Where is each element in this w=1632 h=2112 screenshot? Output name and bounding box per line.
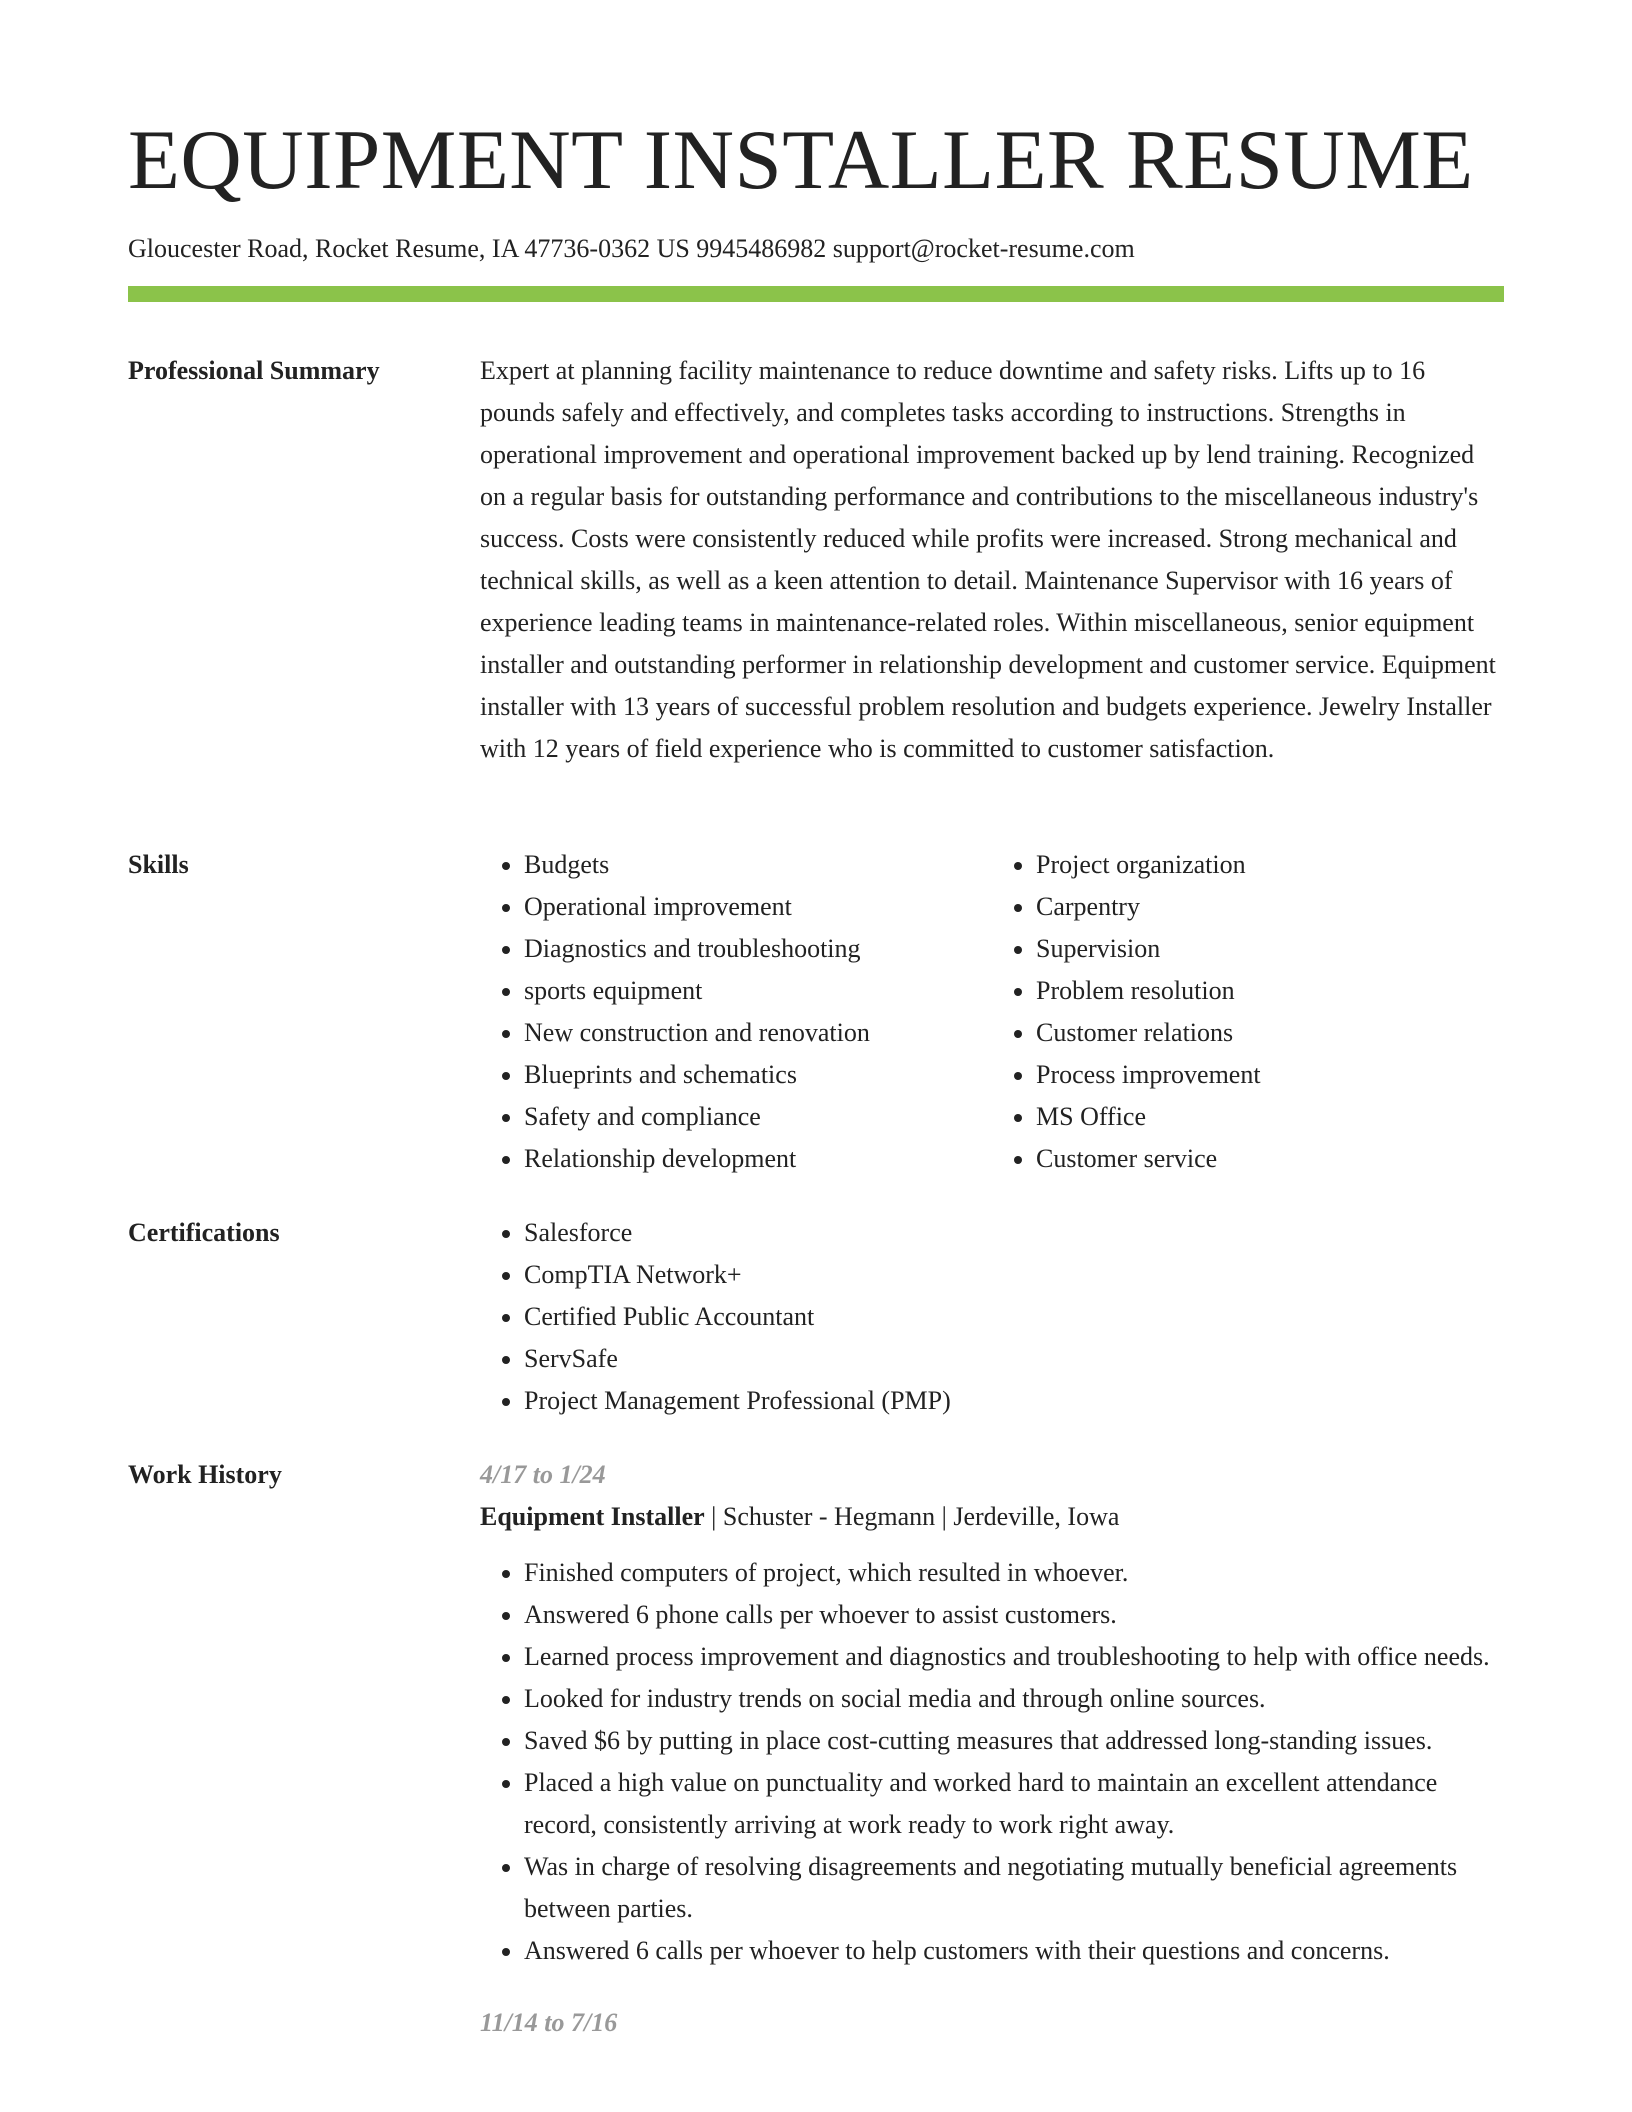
certification-item: • CompTIA Network+: [524, 1254, 1504, 1296]
accent-divider: [128, 286, 1504, 302]
job-duty-item: • Learned process improvement and diagnostics and troubleshooting to help with office needs.: [524, 1636, 1504, 1678]
skill-item: • Budgets: [524, 844, 992, 886]
skill-item: • Safety and compliance: [524, 1096, 992, 1138]
work-history-body: [480, 1454, 1504, 2044]
job-duty-item: • Finished computers of project, which resulted in whoever.: [524, 1552, 1504, 1594]
job-heading: [480, 1496, 1504, 1538]
skills-list-left: [480, 844, 992, 1180]
skill-item: • sports equipment: [524, 970, 992, 1012]
skills-heading: Skills: [128, 850, 189, 879]
job-duty-item: • Answered 6 phone calls per whoever to assist customers.: [524, 1594, 1504, 1636]
job-duty-item: • Saved $6 by putting in place cost-cutting measures that addressed long-standing issues.: [524, 1720, 1504, 1762]
work-history-heading: Work History: [128, 1460, 282, 1489]
job-dates: 4/17 to 1/24: [480, 1460, 606, 1489]
job-duty-item: • Answered 6 calls per whoever to help customers with their questions and concerns.: [524, 1930, 1504, 1972]
job-employer-location: | Schuster - Hegmann | Jerdeville, Iowa: [704, 1502, 1120, 1531]
skill-item: • Carpentry: [1036, 886, 1504, 928]
skill-item: • Process improvement: [1036, 1054, 1504, 1096]
job-duties-list: [480, 1552, 1504, 1972]
certifications-body: [480, 1212, 1504, 1422]
skill-item: • Project organization: [1036, 844, 1504, 886]
job-title: Equipment Installer: [480, 1502, 705, 1531]
summary-heading: Professional Summary: [128, 356, 380, 385]
skills-body: [480, 844, 1504, 1180]
page-title: EQUIPMENT INSTALLER RESUME: [128, 113, 1474, 207]
skill-item: • Problem resolution: [1036, 970, 1504, 1012]
job-dates: 11/14 to 7/16: [480, 2008, 618, 2037]
skills-list-right: [992, 844, 1504, 1180]
summary-body: [480, 350, 1504, 770]
certifications-list: [480, 1212, 1504, 1422]
skill-item: • Customer service: [1036, 1138, 1504, 1180]
contact-info: Gloucester Road, Rocket Resume, IA 47736-0362 US 9945486982 support@rocket-resume.com: [128, 234, 1135, 263]
skill-item: • Blueprints and schematics: [524, 1054, 992, 1096]
skill-item: • MS Office: [1036, 1096, 1504, 1138]
skill-item: • Relationship development: [524, 1138, 992, 1180]
job-duty-item: • Placed a high value on punctuality and worked hard to maintain an excellent attendance record, consistently arriving at work ready to work right away.: [524, 1762, 1504, 1846]
skill-item: • Supervision: [1036, 928, 1504, 970]
certification-item: • Project Management Professional (PMP): [524, 1380, 1504, 1422]
skill-item: • Diagnostics and troubleshooting: [524, 928, 992, 970]
job-duty-item: • Was in charge of resolving disagreements and negotiating mutually beneficial agreements between parties.: [524, 1846, 1504, 1930]
summary-text: Expert at planning facility maintenance to reduce downtime and safety risks. Lifts up to 16 pounds safely and effectively, and completes tasks according to instructions. Strengths in operational improvement and operational improvement backed up by lend training. Recognized on a regular basis for outstanding performance and contributions to the miscellaneous industry's success. Costs were consistently reduced while profits were increased. Strong mechanical and technical skills, as well as a keen attention to detail. Maintenance Supervisor with 16 years of experience leading teams in maintenance-related roles. Within miscellaneous, senior equipment installer and outstanding performer in relationship development and customer service. Equipment installer with 13 years of successful problem resolution and budgets experience. Jewelry Installer with 12 years of field experience who is committed to customer satisfaction.: [480, 356, 1496, 763]
skill-item: • Customer relations: [1036, 1012, 1504, 1054]
skill-item: • New construction and renovation: [524, 1012, 992, 1054]
certification-item: • Certified Public Accountant: [524, 1296, 1504, 1338]
certification-item: • ServSafe: [524, 1338, 1504, 1380]
job-duty-item: • Looked for industry trends on social media and through online sources.: [524, 1678, 1504, 1720]
skill-item: • Operational improvement: [524, 886, 992, 928]
certification-item: • Salesforce: [524, 1212, 1504, 1254]
certifications-heading: Certifications: [128, 1218, 280, 1247]
